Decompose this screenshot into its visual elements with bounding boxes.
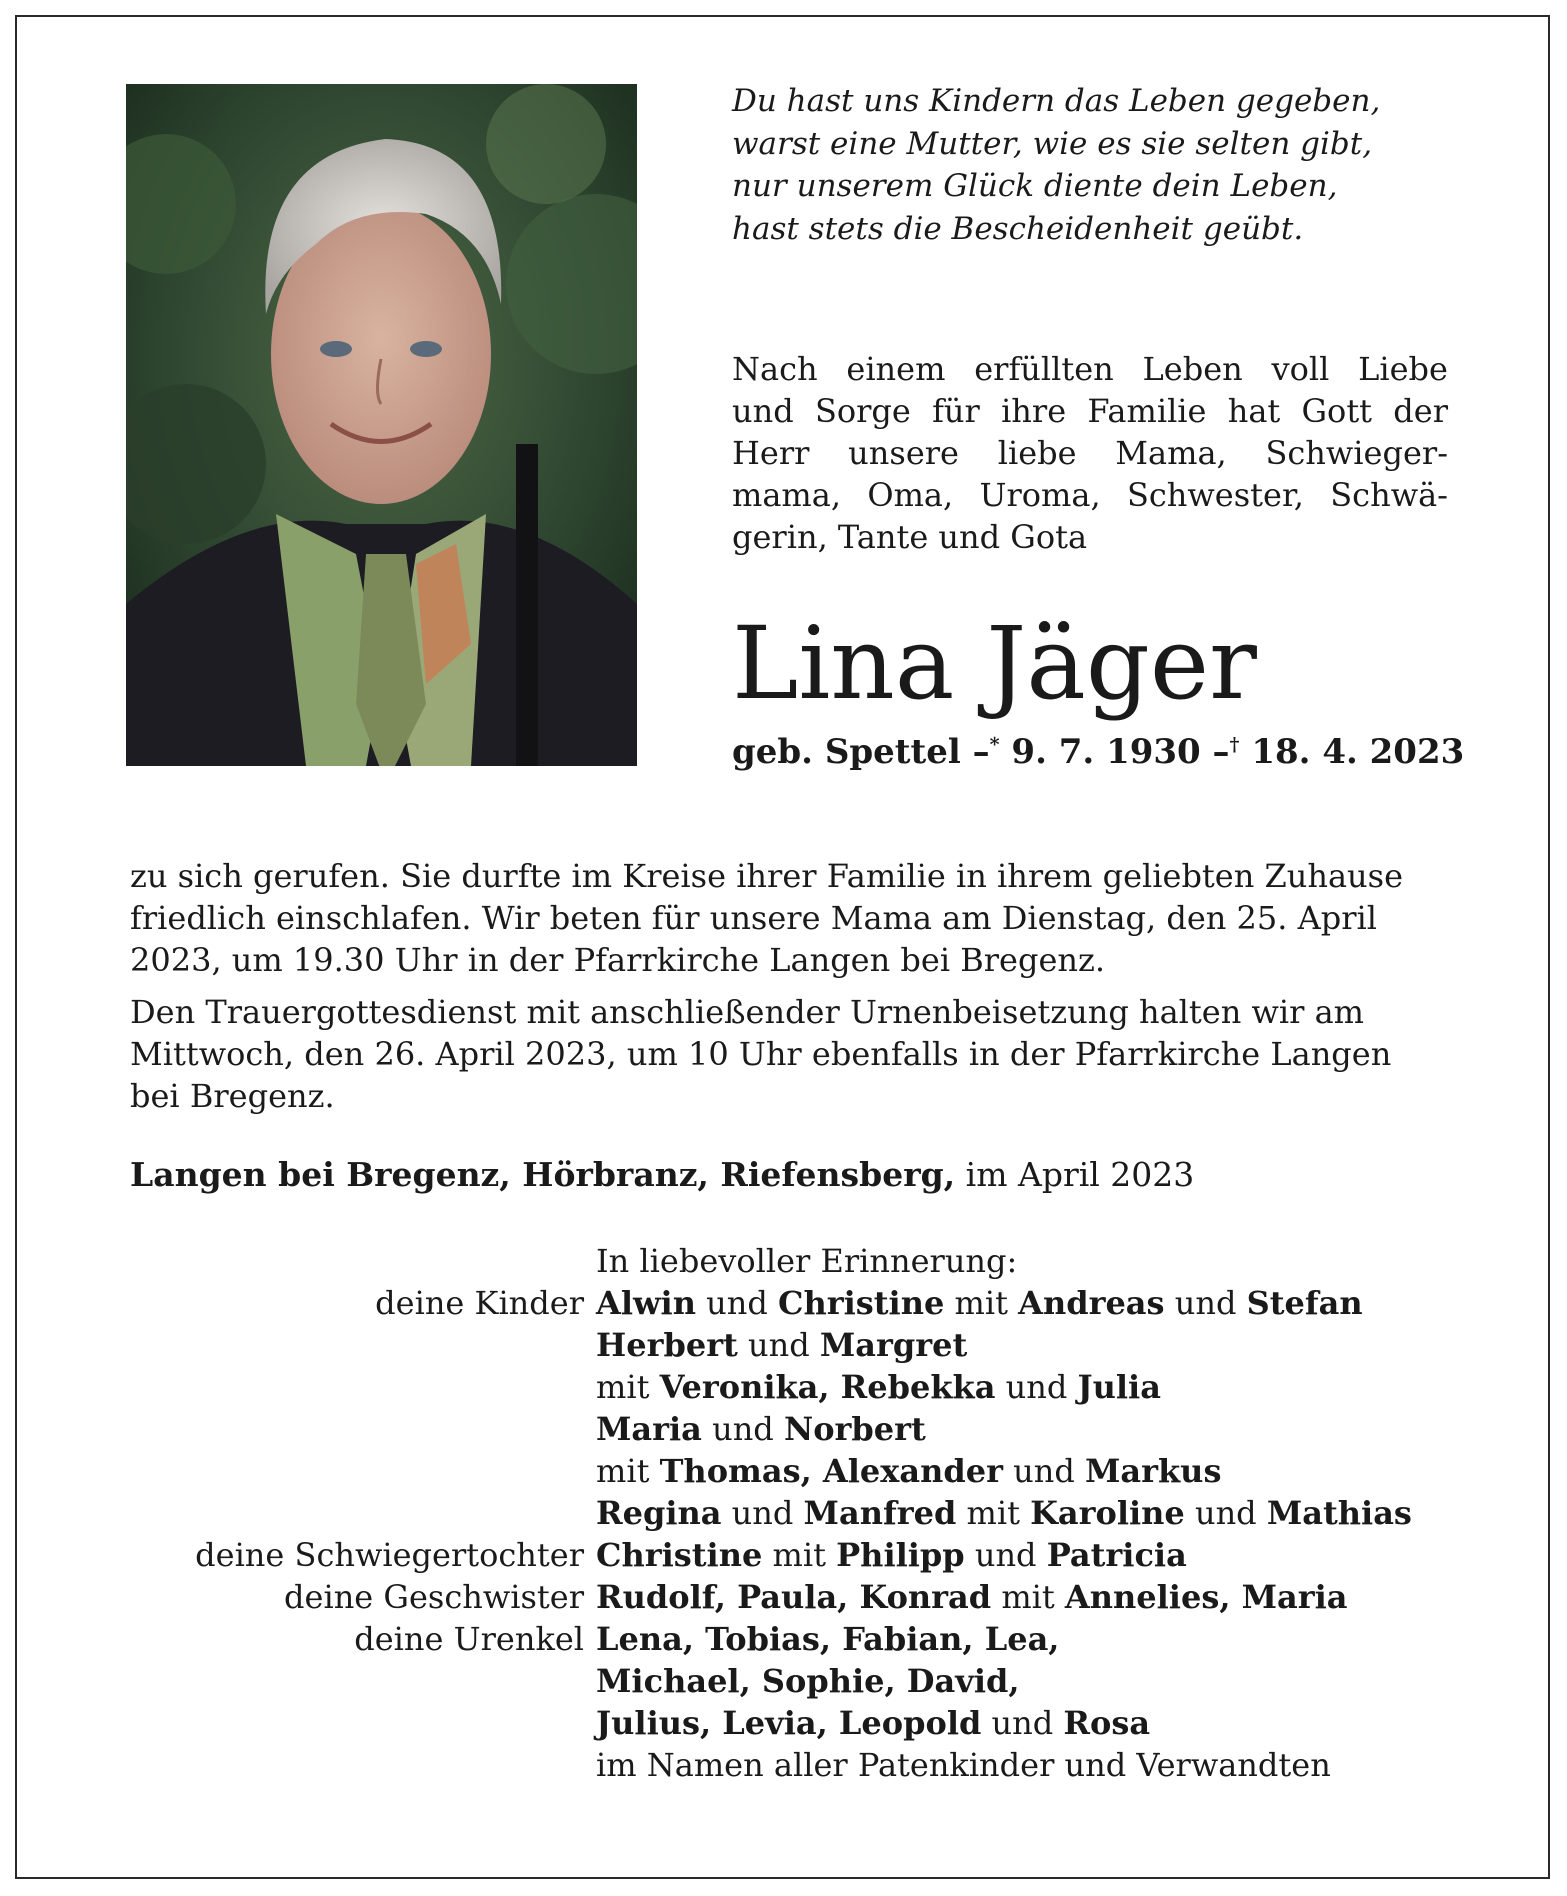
portrait-photo: [126, 84, 637, 766]
deceased-dates: geb. Spettel –* 9. 7. 1930 –† 18. 4. 2023: [732, 732, 1465, 772]
relation-label: deine Kinder: [375, 1284, 584, 1322]
body-line: Den Trauergottesdienst mit anschließender Urnenbeisetzung halten wir am: [130, 993, 1364, 1031]
mourner-row: Herbert und Margret: [596, 1326, 968, 1364]
mourner-row: deine Schwiegertochter Christine mit Philipp und Patricia: [195, 1536, 1187, 1574]
mourner-row: deine Kinder Alwin und Christine mit Andreas und Stefan: [375, 1284, 1363, 1322]
mourner-row: Michael, Sophie, David,: [596, 1662, 1020, 1700]
poem-line: nur unserem Glück diente dein Leben,: [732, 168, 1338, 204]
mourner-row: deine Geschwister Rudolf, Paula, Konrad mit Annelies, Maria: [284, 1578, 1348, 1616]
body-line: zu sich gerufen. Sie durfte im Kreise ihrer Familie in ihrem geliebten Zuhause: [130, 857, 1403, 895]
mourners-list: [0, 1240, 1567, 1786]
intro-text: [732, 348, 1448, 558]
relation-label: deine Urenkel: [354, 1620, 584, 1658]
intro-line: gerin, Tante und Gota: [732, 518, 1088, 556]
poem-line: hast stets die Bescheidenheit geübt.: [732, 210, 1304, 247]
portrait-illustration: [126, 84, 637, 766]
intro-line: Herr unsere liebe Mama, Schwieger-: [732, 434, 1448, 472]
poem-line: warst eine Mutter, wie es sie selten gibt,: [732, 125, 1373, 162]
announcement-body: [130, 855, 1440, 1117]
mourner-row: mit Thomas, Alexander und Markus: [596, 1452, 1222, 1490]
intro-line: mama, Oma, Uroma, Schwester, Schwä-: [732, 476, 1448, 514]
mourner-row: deine Urenkel Lena, Tobias, Fabian, Lea,: [354, 1620, 1060, 1658]
body-line: 2023, um 19.30 Uhr in der Pfarrkirche Langen bei Bregenz.: [130, 941, 1106, 979]
birth-name: geb. Spettel: [732, 732, 961, 772]
body-line: friedlich einschlafen. Wir beten für unsere Mama am Dienstag, den 25. April: [130, 899, 1377, 937]
birth-symbol: *: [989, 733, 1000, 756]
month-year: im April 2023: [955, 1155, 1195, 1194]
birth-date: 9. 7. 1930: [1011, 732, 1201, 772]
relation-label: deine Geschwister: [284, 1578, 584, 1616]
mourner-row: Regina und Manfred mit Karoline und Mathias: [596, 1494, 1412, 1532]
deceased-name: Lina Jäger: [732, 605, 1257, 722]
intro-line: Nach einem erfüllten Leben voll Liebe: [732, 350, 1448, 388]
mourner-row: Maria und Norbert: [596, 1410, 926, 1448]
death-symbol: †: [1229, 733, 1240, 756]
locations: Langen bei Bregenz, Hörbranz, Riefensberg,: [130, 1155, 956, 1194]
place-and-date: [130, 1155, 1194, 1194]
body-line: Mittwoch, den 26. April 2023, um 10 Uhr ebenfalls in der Pfarrkirche Langen: [130, 1035, 1392, 1073]
poem-line: Du hast uns Kindern das Leben gegeben,: [732, 83, 1381, 119]
mourners-heading: In liebevoller Erinnerung:: [596, 1242, 1018, 1280]
relation-label: deine Schwiegertochter: [195, 1536, 584, 1574]
mourners-closing: im Namen aller Patenkinder und Verwandten: [596, 1746, 1331, 1784]
poem: [732, 80, 1452, 250]
mourner-row: Julius, Levia, Leopold und Rosa: [596, 1704, 1151, 1742]
mourner-row: mit Veronika, Rebekka und Julia: [596, 1368, 1161, 1406]
body-line: bei Bregenz.: [130, 1077, 335, 1115]
death-date: 18. 4. 2023: [1251, 732, 1465, 772]
intro-line: und Sorge für ihre Familie hat Gott der: [732, 392, 1448, 430]
